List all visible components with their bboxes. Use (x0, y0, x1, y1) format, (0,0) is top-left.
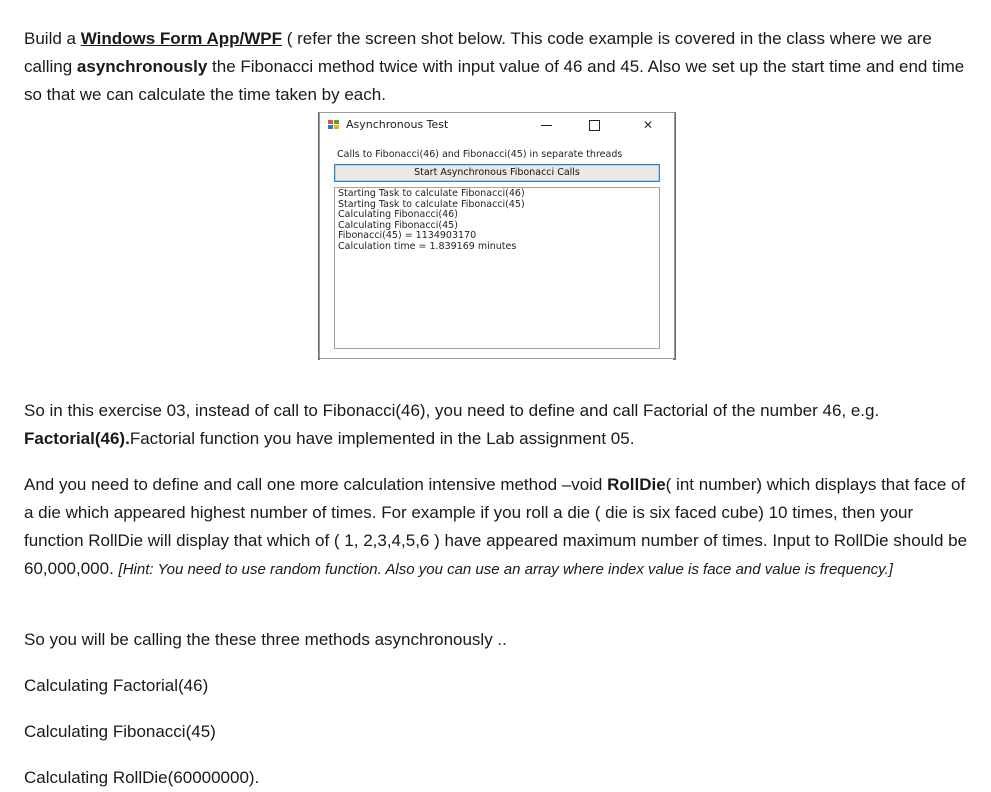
three-methods-line: So you will be calling the these three methods asynchronously .. (24, 630, 507, 649)
output-line: Calculating Fibonacci(45) (338, 219, 458, 231)
output-line: Fibonacci(45) = 1134903170 (338, 230, 477, 241)
windows-form-app-link[interactable]: Windows Form App/WPF (80, 29, 283, 48)
calls-label: Calls to Fibonacci(46) and Fibonacci(45) in separate threads (337, 149, 623, 160)
factorial-text-1: So in this exercise 03, instead of call to Fibonacci(46), you need to define and call Factorial of the number 46, e.g. (24, 401, 880, 420)
rolldie-text-1: And you need to define and call one more calculation intensive method –void (24, 475, 608, 494)
app-icon (328, 120, 340, 130)
output-line: Starting Task to calculate Fibonacci(45) (338, 198, 525, 210)
async-test-window (319, 112, 675, 359)
list-item-fibonacci: Calculating Fibonacci(45) (24, 722, 216, 741)
start-async-button[interactable]: Start Asynchronous Fibonacci Calls (334, 164, 660, 182)
minimize-icon[interactable] (541, 125, 552, 126)
list-item-factorial: Calculating Factorial(46) (24, 676, 209, 695)
rolldie-bold: RollDie (607, 475, 666, 494)
rolldie-text-2: ( int number) which displays that face of a die which appeared highest number of times. For example if you roll a die ( die is six faced cube) 10 times, then your function RollDie will display that which of ( 1, 2,3,4,5,6 ) have appeared maximum number of times. Input to RollDie should be 60,000,000. (24, 475, 968, 578)
output-line: Calculating Fibonacci(46) (338, 209, 458, 220)
intro-text-2: ( refer the screen shot below. This code example is covered in the class where we are calling (24, 29, 932, 76)
factorial-paragraph (24, 397, 969, 453)
rolldie-hint: [Hint: You need to use random function. Also you can use an array where index value is face and value is frequency.] (118, 561, 893, 578)
output-line: Calculation time = 1.839169 minutes (338, 240, 517, 252)
intro-paragraph (24, 25, 969, 109)
output-textbox[interactable] (334, 187, 660, 349)
close-icon[interactable]: ✕ (642, 118, 654, 132)
list-item-rolldie: Calculating RollDie(60000000). (24, 768, 260, 787)
rolldie-paragraph (24, 471, 969, 584)
intro-bold-asynchronously: asynchronously (76, 57, 208, 76)
window-titlebar (320, 113, 674, 139)
intro-text-3: the Fibonacci method twice with input value of 46 and 45. Also we set up the start time and end time so that we can calculate the time taken by each. (24, 57, 965, 104)
factorial-bold: Factorial(46). (24, 429, 130, 448)
factorial-text-2: Factorial function you have implemented in the Lab assignment 05. (129, 429, 635, 448)
window-title: Asynchronous Test (346, 118, 449, 131)
intro-text-1: Build a (24, 29, 81, 48)
output-line: Starting Task to calculate Fibonacci(46) (338, 188, 525, 199)
window-client-area (320, 139, 674, 358)
maximize-icon[interactable] (589, 120, 600, 131)
